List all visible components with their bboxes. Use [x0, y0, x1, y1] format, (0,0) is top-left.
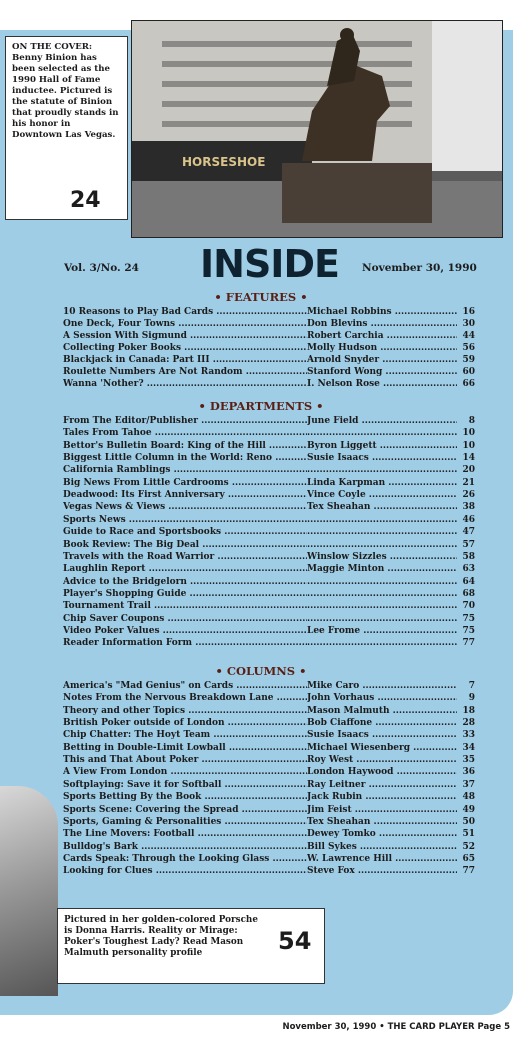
- entry-author: London Haywood: [307, 767, 394, 778]
- entry-page: 14: [457, 453, 475, 464]
- toc-entry: [63, 379, 475, 390]
- entry-page: 70: [457, 601, 475, 612]
- entry-title: 10 Reasons to Play Bad Cards: [63, 307, 214, 317]
- entry-title: Bettor's Bulletin Board: King of the Hill: [63, 440, 266, 451]
- entry-page: 28: [457, 718, 475, 729]
- entry-title: Player's Shopping Guide: [63, 588, 187, 599]
- toc-entry: [63, 614, 475, 625]
- toc-entry: [63, 416, 475, 427]
- toc-entry: [63, 490, 475, 501]
- entry-author: Dewey Tomko: [307, 829, 376, 840]
- entry-author: Ray Leitner: [307, 779, 366, 790]
- entry-page: 52: [457, 842, 475, 853]
- entry-page: 30: [457, 319, 475, 330]
- horseshoe-sign: HORSESHOE: [182, 155, 266, 169]
- entry-title: Chip Chatter: The Hoyt Team: [63, 730, 211, 741]
- entry-title: The Line Movers: Football: [63, 829, 195, 840]
- toc-entry: [63, 638, 475, 649]
- entry-page: 36: [457, 767, 475, 778]
- porsche-photo: [0, 786, 58, 996]
- toc-entry: [63, 805, 475, 816]
- entry-author: Tex Sheahan: [307, 816, 371, 827]
- entry-title: One Deck, Four Towns: [63, 319, 176, 329]
- entry-author: Jack Rubin: [307, 792, 363, 803]
- toc-entry: [63, 780, 475, 791]
- entry-title: Softplaying: Save it for Softball: [63, 779, 222, 790]
- entry-title: From The Editor/Publisher: [63, 416, 199, 426]
- cover-caption-box: [5, 36, 128, 220]
- toc-entry: [63, 453, 475, 464]
- cover-page-number: 24: [70, 188, 101, 213]
- section-heading: • COLUMNS •: [215, 664, 307, 678]
- inside-title: INSIDE: [200, 242, 339, 286]
- section-heading: • FEATURES •: [214, 290, 308, 304]
- entry-title: Reader Information Form: [63, 638, 193, 649]
- entry-title: Deadwood: Its First Anniversary: [63, 490, 225, 501]
- entry-page: 60: [457, 367, 475, 378]
- entry-author: Molly Hudson: [307, 343, 378, 353]
- cover-photo: [131, 20, 503, 238]
- entry-page: 77: [457, 638, 475, 649]
- toc-entry: [63, 792, 475, 803]
- toc-entry: [63, 367, 475, 378]
- entry-author: John Vorhaus: [307, 693, 375, 704]
- toc-entry: [63, 465, 475, 476]
- entry-title: Video Poker Values: [63, 625, 160, 636]
- entry-author: Robert Carchia: [307, 331, 384, 341]
- toc-entry: [63, 502, 475, 513]
- entry-page: 26: [457, 490, 475, 501]
- entry-page: 38: [457, 502, 475, 513]
- entry-title: Theory and other Topics: [63, 705, 186, 716]
- entry-title: Advice to the Bridgelorn: [63, 576, 187, 587]
- toc-entry: [63, 319, 475, 330]
- entry-title: Collecting Poker Books: [63, 343, 182, 353]
- toc-entry: [63, 355, 475, 366]
- entry-page: 20: [457, 465, 475, 476]
- entry-page: 47: [457, 527, 475, 538]
- entry-author: Byron Liggett: [307, 440, 377, 451]
- entry-author: Maggie Minton: [307, 564, 385, 575]
- entry-page: 50: [457, 817, 475, 828]
- entry-title: This and That About Poker: [63, 755, 199, 766]
- entry-page: 66: [457, 379, 475, 390]
- porsche-caption: Pictured in her golden-colored Porsche is Donna Harris. Reality or Mirage: Poker's Toughest Lady? Read Mason Malmuth personality profile: [64, 915, 258, 958]
- entry-title: Notes From the Nervous Breakdown Lane: [63, 693, 274, 704]
- entry-title: Guide to Race and Sportsbooks: [63, 527, 222, 538]
- entry-author: Roy West: [307, 755, 354, 766]
- porsche-caption-box: [57, 908, 325, 984]
- entry-title: A View From London: [63, 767, 168, 778]
- entry-page: 75: [457, 626, 475, 637]
- entry-title: Looking for Clues: [63, 866, 153, 877]
- entry-author: Michael Robbins: [307, 307, 392, 317]
- toc-entry: [63, 601, 475, 612]
- toc-entry: [63, 626, 475, 637]
- entry-page: 57: [457, 540, 475, 551]
- entry-author: Mason Malmuth: [307, 705, 390, 716]
- toc-entry: [63, 866, 475, 877]
- binion-statue-image: [132, 21, 502, 237]
- entry-title: A Session With Sigmund: [63, 331, 187, 341]
- entry-title: Sports Betting By the Book: [63, 792, 202, 803]
- entry-author: Bill Sykes: [307, 841, 357, 852]
- toc-entry: [63, 829, 475, 840]
- entry-title: Bulldog's Bark: [63, 841, 138, 852]
- entry-author: Susie Isaacs: [307, 453, 369, 464]
- entry-page: 75: [457, 614, 475, 625]
- entry-page: 49: [457, 805, 475, 816]
- entry-title: Tournament Trail: [63, 601, 151, 612]
- entry-author: Jim Feist: [307, 804, 352, 815]
- entry-title: Tales From Tahoe: [63, 428, 152, 439]
- entry-title: Wanna 'Nother?: [63, 379, 144, 389]
- entry-title: Blackjack in Canada: Part III: [63, 355, 210, 365]
- entry-author: Mike Caro: [307, 681, 360, 691]
- toc-entry: [63, 730, 475, 741]
- entry-author: Steve Fox: [307, 866, 355, 877]
- toc-entry: [63, 718, 475, 729]
- entry-page: 8: [457, 416, 475, 427]
- entry-page: 18: [457, 706, 475, 717]
- entry-title: British Poker outside of London: [63, 718, 225, 729]
- entry-page: 33: [457, 730, 475, 741]
- entry-page: 10: [457, 428, 475, 439]
- entry-page: 65: [457, 854, 475, 865]
- page-footer: November 30, 1990 • THE CARD PLAYER Page 5: [282, 1022, 510, 1032]
- toc-entry: [63, 441, 475, 452]
- entry-author: Susie Isaacs: [307, 730, 369, 741]
- toc-entry: [63, 755, 475, 766]
- toc-entry: [63, 767, 475, 778]
- entry-author: Bob Ciaffone: [307, 718, 373, 729]
- toc-entry: [63, 478, 475, 489]
- entry-author: Arnold Snyder: [307, 355, 380, 365]
- entry-page: 44: [457, 331, 475, 342]
- toc-entry: [63, 540, 475, 551]
- entry-page: 16: [457, 307, 475, 318]
- entry-author: June Field: [307, 416, 359, 426]
- entry-page: 63: [457, 564, 475, 575]
- toc-entry: [63, 552, 475, 563]
- entry-page: 51: [457, 829, 475, 840]
- toc-entry: [63, 842, 475, 853]
- entry-author: W. Lawrence Hill: [307, 853, 392, 864]
- entry-title: Cards Speak: Through the Looking Glass: [63, 853, 270, 864]
- toc-entry: [63, 343, 475, 354]
- toc-entry: [63, 307, 475, 318]
- entry-page: 77: [457, 866, 475, 877]
- toc-entry: [63, 527, 475, 538]
- entry-author: Linda Karpman: [307, 477, 386, 488]
- toc-entry: [63, 331, 475, 342]
- entry-page: 58: [457, 552, 475, 563]
- toc-entry: [63, 564, 475, 575]
- entry-title: Chip Saver Coupons: [63, 613, 165, 624]
- toc-entry: [63, 589, 475, 600]
- entry-title: Biggest Little Column in the World: Reno: [63, 453, 273, 464]
- entry-author: Michael Wiesenberg: [307, 742, 410, 753]
- entry-page: 34: [457, 743, 475, 754]
- entry-author: Lee Frome: [307, 625, 361, 636]
- entry-title: Sports Scene: Covering the Spread: [63, 804, 239, 815]
- entry-page: 56: [457, 343, 475, 354]
- entry-title: Sports News: [63, 514, 126, 525]
- entry-title: Big News From Little Cardrooms: [63, 477, 229, 488]
- cover-caption: ON THE COVER: Benny Binion has been selected as the 1990 Hall of Fame inductee. Pictured is the statute of Binion that proudly stands in his honor in Downtown Las Vegas.: [12, 42, 119, 140]
- entry-author: Tex Sheahan: [307, 502, 371, 513]
- entry-page: 37: [457, 780, 475, 791]
- volume-label: Vol. 3/No. 24: [64, 262, 139, 274]
- entry-author: I. Nelson Rose: [307, 379, 380, 389]
- entry-title: Roulette Numbers Are Not Random: [63, 367, 243, 377]
- toc-entry: [63, 577, 475, 588]
- entry-author: Vince Coyle: [307, 490, 366, 501]
- toc-entry: [63, 706, 475, 717]
- entry-author: Winslow Sizzles: [307, 551, 387, 562]
- entry-page: 35: [457, 755, 475, 766]
- toc-entry: [63, 515, 475, 526]
- entry-title: Book Review: The Big Deal: [63, 539, 200, 550]
- toc-entry: [63, 693, 475, 704]
- section-heading: • DEPARTMENTS •: [198, 399, 324, 413]
- entry-page: 9: [457, 693, 475, 704]
- entry-page: 46: [457, 515, 475, 526]
- entry-page: 48: [457, 792, 475, 803]
- toc-entry: [63, 817, 475, 828]
- toc-entry: [63, 681, 475, 692]
- porsche-page-number: 54: [278, 927, 312, 955]
- entry-author: Stanford Wong: [307, 367, 383, 377]
- entry-title: America's "Mad Genius" on Cards: [63, 681, 234, 691]
- issue-date: November 30, 1990: [362, 262, 477, 274]
- entry-title: Travels with the Road Warrior: [63, 551, 215, 562]
- entry-page: 68: [457, 589, 475, 600]
- entry-page: 7: [457, 681, 475, 692]
- toc-entry: [63, 743, 475, 754]
- entry-page: 59: [457, 355, 475, 366]
- entry-author: Don Blevins: [307, 319, 368, 329]
- toc-entry: [63, 428, 475, 439]
- entry-page: 64: [457, 577, 475, 588]
- entry-title: Betting in Double-Limit Lowball: [63, 742, 226, 753]
- entry-page: 21: [457, 478, 475, 489]
- entry-title: Sports, Gaming & Personalities: [63, 816, 222, 827]
- entry-title: Vegas News & Views: [63, 502, 166, 513]
- entry-page: 10: [457, 441, 475, 452]
- entry-title: California Ramblings: [63, 465, 171, 476]
- toc-entry: [63, 854, 475, 865]
- entry-title: Laughlin Report: [63, 564, 146, 575]
